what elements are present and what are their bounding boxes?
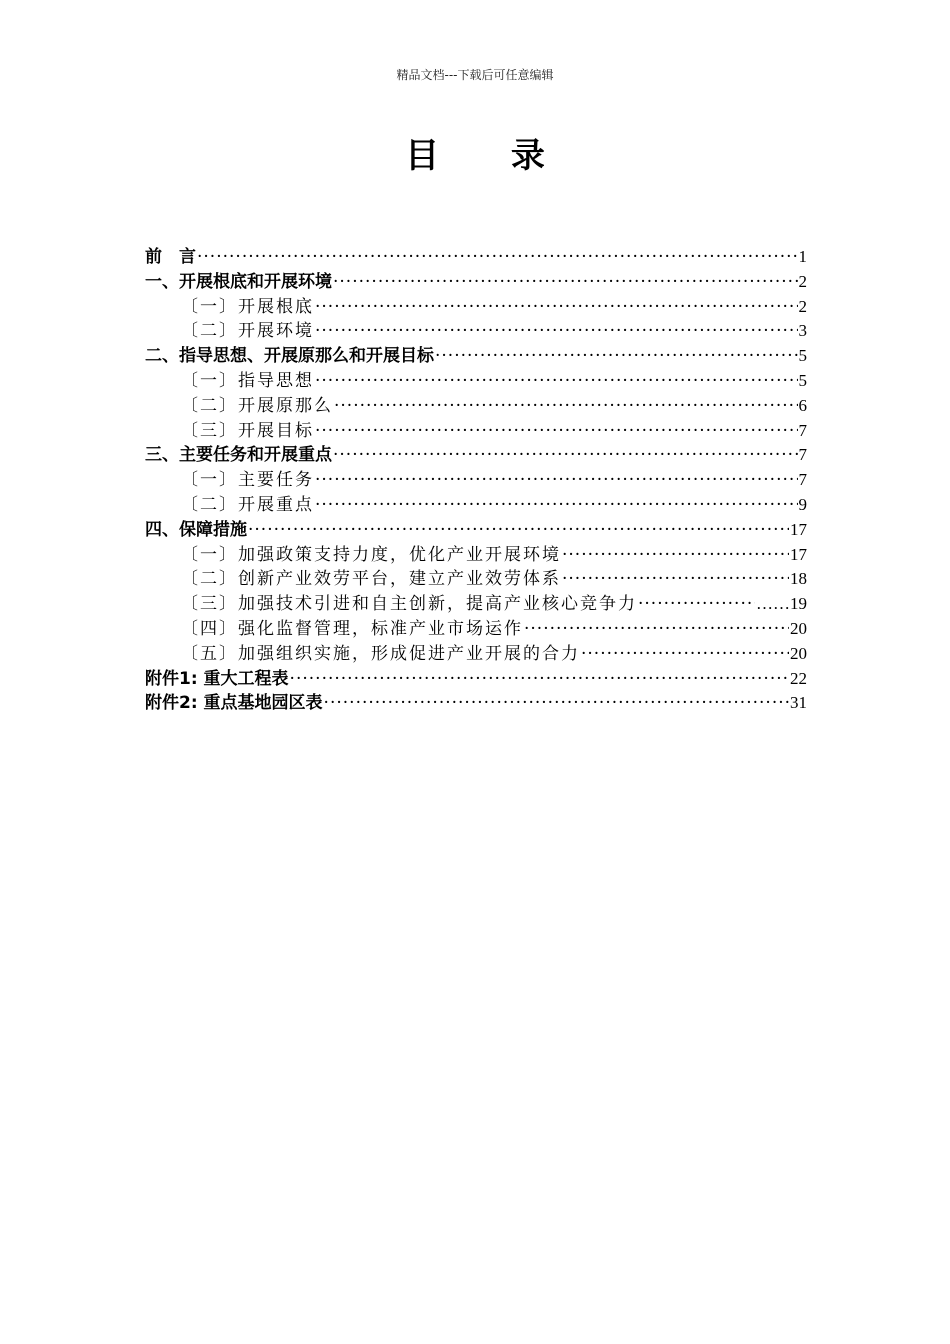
table-of-contents (145, 245, 807, 716)
toc-leader-dots (334, 394, 798, 419)
toc-entry[interactable] (145, 319, 807, 344)
toc-leader-dots (638, 592, 755, 617)
toc-entry[interactable] (145, 344, 807, 369)
toc-leader-dots (562, 567, 789, 592)
toc-leader-dots (290, 667, 789, 692)
toc-leader-dots (248, 518, 789, 543)
toc-leader-dots (315, 319, 798, 344)
toc-entry[interactable] (145, 691, 807, 716)
toc-entry-label: 〔二〕开展环境 (181, 321, 314, 342)
toc-entry[interactable] (145, 667, 807, 692)
toc-leader-dots (197, 245, 798, 270)
toc-entry-label: 一、开展根底和开展环境 (145, 271, 332, 292)
toc-entry-label: 附件2: 重点基地园区表 (145, 693, 323, 714)
toc-entry-label: 附件1: 重大工程表 (145, 668, 289, 689)
toc-entry[interactable] (145, 369, 807, 394)
toc-entry[interactable] (145, 468, 807, 493)
toc-entry-page: 9 (798, 494, 807, 514)
toc-entry[interactable] (145, 567, 807, 592)
toc-entry-page: 2 (798, 271, 807, 291)
toc-leader-dots (562, 543, 789, 568)
toc-leader-dots (315, 468, 798, 493)
toc-leader-dots (524, 617, 789, 642)
toc-entry-page: 5 (798, 346, 807, 366)
toc-entry[interactable] (145, 394, 807, 419)
toc-leader-dots (333, 270, 798, 295)
toc-leader-dots (324, 691, 789, 716)
toc-entry-label: 〔一〕指导思想 (181, 370, 314, 391)
toc-entry-page: 7 (798, 445, 807, 465)
toc-entry-label: 前 言 (145, 247, 196, 267)
toc-entry[interactable] (145, 295, 807, 320)
toc-entry-label: 四、保障措施 (145, 519, 247, 540)
toc-leader-dots (581, 642, 789, 667)
toc-entry-label: 三、主要任务和开展重点 (145, 445, 332, 466)
toc-entry[interactable] (145, 443, 807, 468)
toc-entry-label: 〔三〕加强技术引进和自主创新，提高产业核心竞争力 (181, 594, 637, 615)
toc-entry-page: 6 (798, 395, 807, 415)
toc-entry-page: 17 (790, 544, 807, 564)
toc-entry-label: 〔四〕强化监督管理，标准产业市场运作 (181, 618, 523, 639)
toc-entry[interactable] (145, 245, 807, 270)
toc-entry-page: 3 (798, 321, 807, 341)
toc-entry[interactable] (145, 419, 807, 444)
toc-entry[interactable] (145, 493, 807, 518)
toc-leader-dots (315, 493, 798, 518)
page-header: 精品文档---下载后可任意编辑 (396, 68, 554, 82)
toc-entry[interactable] (145, 642, 807, 667)
toc-entry-page: ……19 (756, 594, 807, 614)
toc-entry-label: 〔三〕开展目标 (181, 420, 314, 441)
toc-entry-page: 2 (798, 296, 807, 316)
toc-entry-label: 〔一〕加强政策支持力度，优化产业开展环境 (181, 544, 561, 565)
toc-entry-page: 20 (790, 618, 807, 638)
toc-leader-dots (435, 344, 798, 369)
toc-entry-page: 22 (790, 668, 807, 688)
toc-entry-label: 〔一〕开展根底 (181, 296, 314, 317)
toc-entry-page: 7 (798, 420, 807, 440)
toc-entry-page: 7 (798, 470, 807, 490)
toc-entry-label: 〔五〕加强组织实施，形成促进产业开展的合力 (181, 643, 580, 664)
toc-leader-dots (315, 419, 798, 444)
toc-entry[interactable] (145, 617, 807, 642)
toc-entry-page: 5 (798, 370, 807, 390)
toc-entry-page: 18 (790, 569, 807, 589)
toc-entry-page: 17 (790, 519, 807, 539)
toc-entry-label: 〔二〕开展原那么 (181, 395, 333, 416)
toc-entry-label: 〔二〕创新产业效劳平台，建立产业效劳体系 (181, 569, 561, 590)
toc-leader-dots (333, 443, 798, 468)
toc-entry-page: 20 (790, 643, 807, 663)
toc-entry-page: 31 (790, 693, 807, 713)
toc-entry-page: 1 (798, 247, 807, 266)
toc-entry[interactable] (145, 592, 807, 617)
toc-entry-label: 二、指导思想、开展原那么和开展目标 (145, 346, 434, 367)
toc-leader-dots (315, 295, 798, 320)
document-title: 目 录 (405, 136, 575, 176)
toc-leader-dots (315, 369, 798, 394)
toc-entry[interactable] (145, 270, 807, 295)
toc-entry-label: 〔二〕开展重点 (181, 494, 314, 515)
toc-entry[interactable] (145, 518, 807, 543)
toc-entry[interactable] (145, 543, 807, 568)
toc-entry-label: 〔一〕主要任务 (181, 470, 314, 491)
